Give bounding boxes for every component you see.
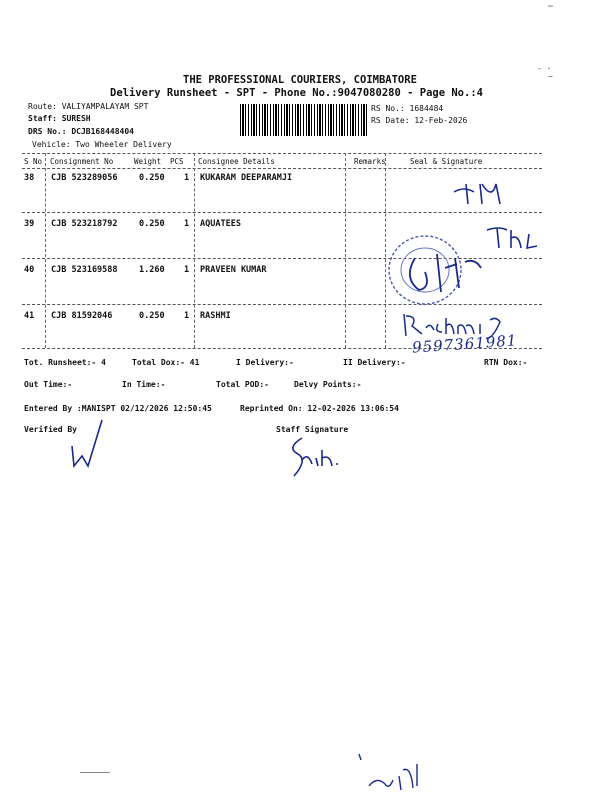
delvy-points: Delvy Points:-: [294, 380, 362, 389]
row-pcs: 1: [184, 173, 190, 183]
row-pcs: 1: [184, 265, 190, 275]
vehicle-label: Vehicle: Two Wheeler Delivery: [32, 140, 172, 149]
company-title: THE PROFESSIONAL COURIERS, COIMBATORE: [183, 74, 417, 86]
bottom-left-mark: [80, 772, 110, 773]
col-seal-signature: Seal & Signature: [410, 157, 483, 166]
row-consignment: CJB 523218792: [51, 219, 118, 229]
row-weight: 0.250: [139, 219, 165, 229]
staff-label: Staff: SURESH: [28, 114, 91, 123]
row-sno: 39: [24, 219, 35, 229]
col-remarks: Remarks: [354, 157, 386, 166]
entered-by: Entered By :MANISPT 02/12/2026 12:50:45: [24, 404, 212, 413]
col-weight: Weight: [134, 157, 162, 166]
row-consignee: PRAVEEN KUMAR: [200, 265, 267, 275]
row-pcs: 1: [184, 311, 190, 321]
tot-runsheet: Tot. Runsheet:- 4: [24, 358, 106, 367]
drs-number: DRS No.: DCJB168448404: [28, 127, 134, 136]
handwritten-phone: 9597361981: [411, 331, 518, 357]
seal-stamp: [385, 228, 485, 318]
row-consignee: RASHMI: [200, 311, 231, 321]
row-sno: 41: [24, 311, 35, 321]
row-consignee: AQUATEES: [200, 219, 241, 229]
row-sno: 38: [24, 173, 35, 183]
staff-signature: [282, 430, 352, 480]
row-sno: 40: [24, 265, 35, 275]
corner-mark: ▔: [548, 6, 553, 15]
col-consignment: Consignment No: [50, 157, 114, 166]
out-time: Out Time:-: [24, 380, 73, 389]
in-time: In Time:-: [122, 380, 166, 389]
row-consignment: CJB 523169588: [51, 265, 118, 275]
bottom-scribble: [355, 750, 435, 795]
total-dox: Total Dox:- 41: [132, 358, 200, 367]
corner-mark: - ·: [537, 64, 552, 73]
row-weight: 0.250: [139, 173, 165, 183]
row-consignee: KUKARAM DEEPARAMJI: [200, 173, 293, 183]
i-delivery: I Delivery:-: [236, 358, 294, 367]
signature-row-38: [452, 178, 522, 208]
row-consignment: CJB 523289056: [51, 173, 118, 183]
staff-signature-label: Staff Signature: [276, 425, 349, 434]
table-header-rule: [22, 168, 542, 169]
col-pcs: PCS: [170, 157, 184, 166]
row-rule: [22, 212, 542, 213]
ii-delivery: II Delivery:-: [343, 358, 406, 367]
row-pcs: 1: [184, 219, 190, 229]
row-weight: 0.250: [139, 311, 165, 321]
rs-number: RS No.: 1684484: [371, 104, 444, 113]
rs-date: RS Date: 12-Feb-2026: [371, 116, 468, 125]
reprinted-on: Reprinted On: 12-02-2026 13:06:54: [240, 404, 399, 413]
rtn-dox: RTN Dox:-: [484, 358, 528, 367]
row-weight: 1.260: [139, 265, 165, 275]
corner-mark: ~: [548, 72, 553, 81]
verified-by: Verified By: [24, 425, 77, 434]
total-pod: Total POD:-: [216, 380, 269, 389]
barcode: [240, 104, 368, 136]
table-top-rule: [22, 153, 542, 154]
row-consignment: CJB 81592046: [51, 311, 113, 321]
col-sno: S No: [24, 157, 43, 166]
signature-row-39: [485, 222, 545, 252]
route-label: Route: VALIYAMPALAYAM SPT: [28, 102, 149, 111]
col-consignee: Consignee Details: [198, 157, 275, 166]
verified-by-signature: [60, 416, 110, 472]
runsheet-subtitle: Delivery Runsheet - SPT - Phone No.:9047080280 - Page No.:4: [110, 87, 483, 99]
